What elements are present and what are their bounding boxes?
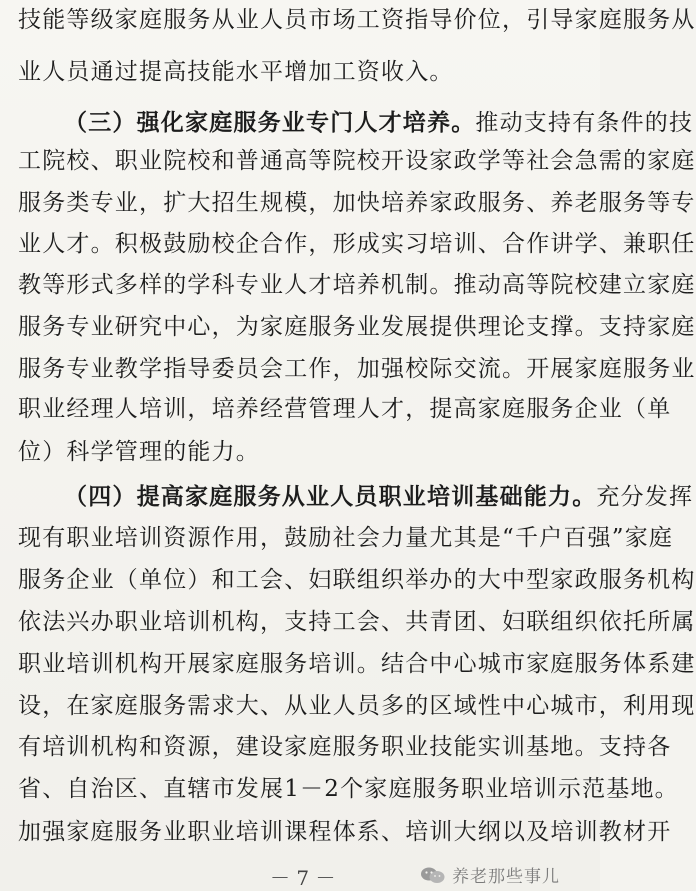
page-number: － 7 － xyxy=(270,866,336,890)
page-footer xyxy=(0,862,600,890)
text-line: 加强家庭服务业职业培训课程体系、培训大纲以及培训教材开 xyxy=(18,819,672,845)
section-heading-3: （三）强化家庭服务业专门人才培养。 xyxy=(64,109,476,136)
text-line xyxy=(64,108,694,137)
wechat-icon xyxy=(420,866,446,884)
text-span: 充分发挥 xyxy=(596,484,694,510)
watermark-text: 养老那些事儿 xyxy=(452,867,560,887)
text-span: 推动支持有条件的技 xyxy=(475,110,694,136)
text-line: 业人才。积极鼓励校企合作，形成实习培训、合作讲学、兼职任 xyxy=(18,231,696,257)
text-line: 工院校、职业院校和普通高等院校开设家政学等社会急需的家庭 xyxy=(18,148,696,174)
section-heading-4: （四）提高家庭服务从业人员职业培训基础能力。 xyxy=(64,483,597,510)
text-line: 服务类专业，扩大招生规模，加快培养家政服务、养老服务等专 xyxy=(18,190,696,216)
text-line: 依法兴办职业培训机构，支持工会、共青团、妇联组织依托所属 xyxy=(18,609,696,635)
watermark xyxy=(420,862,560,887)
text-line: 技能等级家庭服务从业人员市场工资指导价位，引导家庭服务从 xyxy=(18,7,696,33)
text-line: 服务企业（单位）和工会、妇联组织举办的大中型家政服务机构 xyxy=(18,567,696,593)
text-line: 教等形式多样的学科专业人才培养机制。推动高等院校建立家庭 xyxy=(18,272,696,298)
text-line: 有培训机构和资源，建设家庭服务职业技能实训基地。支持各 xyxy=(18,734,672,760)
text-line: 位）科学管理的能力。 xyxy=(18,439,260,465)
text-line xyxy=(64,482,694,511)
text-line: 职业培训机构开展家庭服务培训。结合中心城市家庭服务体系建 xyxy=(18,651,696,677)
text-line: 职业经理人培训，培养经营管理人才，提高家庭服务企业（单 xyxy=(18,396,672,422)
text-line: 服务专业教学指导委员会工作，加强校际交流。开展家庭服务业 xyxy=(18,356,696,382)
text-line: 设，在家庭服务需求大、从业人员多的区域性中心城市，利用现 xyxy=(18,693,696,719)
text-line: 业人员通过提高技能水平增加工资收入。 xyxy=(18,59,454,85)
text-line: 服务专业研究中心，为家庭服务业发展提供理论支撑。支持家庭 xyxy=(18,314,696,340)
text-line: 省、自治区、直辖市发展1－2个家庭服务职业培训示范基地。 xyxy=(18,776,679,802)
text-line: 现有职业培训资源作用，鼓励社会力量尤其是“千户百强”家庭 xyxy=(18,525,674,551)
